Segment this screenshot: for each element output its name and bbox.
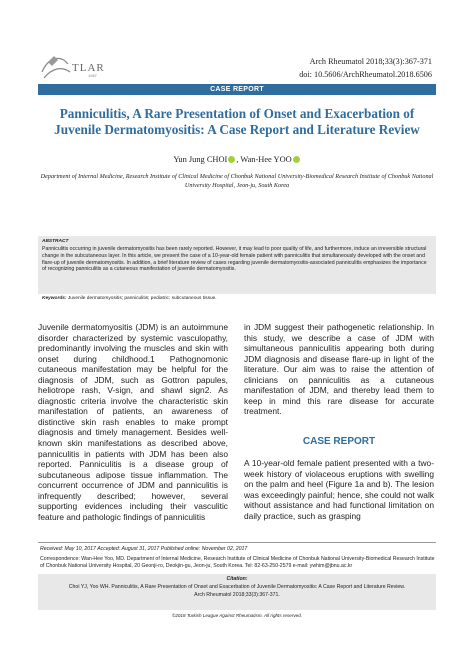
author-1: Yun Jung CHOI	[173, 155, 228, 164]
citation-line-2: Arch Rheumatol 2018;33(3):367-371.	[194, 591, 280, 598]
keywords-label: Keywords:	[42, 296, 67, 301]
citation-heading: Citation:	[226, 576, 248, 582]
affiliation: Department of Internal Medicine, Research Institute of Clinical Medicine of Chonbuk National University-Biomedical Research Institute of Chonbuk National University Hospital, Jeon-ju, South Korea	[40, 173, 434, 189]
citation-box	[38, 574, 436, 610]
orcid-icon[interactable]	[228, 156, 235, 163]
citation-text	[44, 584, 430, 599]
author-separator: ,	[236, 155, 241, 164]
abstract-box	[38, 236, 436, 294]
author-line	[40, 155, 434, 164]
footer-divider	[38, 542, 436, 543]
doi-link[interactable]: doi: 10.5606/ArchRheumatol.2018.6506	[299, 70, 432, 79]
journal-reference: Arch Rheumatol 2018;33(3):367-371	[309, 57, 432, 66]
body-column-right-top	[244, 322, 434, 417]
abstract-text: Panniculitis occurring in juvenile dermatomyositis has been rarely reported. However, it may lead to poor quality of life, and furthermore, induce an irreversible structural change in the subcutaneous layer. In this article, we present the case of a 10-year-old female patient with panniculitis that simultaneously developed with the onset and flare-up of juvenile dermatomyositis. In addition, a brief literature review of cases regarding juvenile dermatomyositis-associated panniculitis emphasizes the importance of recognizing panniculitis as a cutaneous manifestation of juvenile dermatomyositis.	[42, 246, 427, 273]
author-2: Wan-Hee YOO	[240, 155, 292, 164]
section-heading-case-report: CASE REPORT	[302, 436, 376, 447]
citation-line-1: Choi YJ, Yoo WH. Panniculitis, A Rare Presentation of Onset and Exacerbation of Juvenile Dermatomyositis: A Case Report and Literature Review.	[68, 584, 406, 590]
keywords-text: Juvenile dermatomyositis; panniculitis; pediatric; subcutaneous tissue.	[66, 296, 217, 301]
correspondence: Correspondence: Wan-Hee Yoo, MD. Department of Internal Medicine, Research Institute of Clinical Medicine of Chonbuk National University-Biomedical Research Institute of Chonbuk National University Hospital, 20 Geonji-ro, Deokjin-gu, Jeon-ju, South Korea. Tel: 82-63-250-2579 e-mail: ywhim@jbnu.ac.kr	[40, 556, 435, 569]
keywords	[42, 296, 217, 301]
intro-paragraph-continued: in JDM suggest their pathogenetic relationship. In this study, we describe a case of JDM with simultaneous panniculitis appearing both during JDM diagnosis and disease flare-up in light of the literature. Our aim was to raise the attention of clinicians on panniculitis as a cutaneous manifestation of JDM, and thereby lead them to keep in mind this rare disease for accurate treatment.	[244, 322, 434, 417]
intro-paragraph: Juvenile dermatomyositis (JDM) is an autoimmune disorder characterized by systemic vasculopathy, predominantly involving the muscles and skin with onset during childhood.1 Pathognomonic cutaneous manifestation may be helpful for the diagnosis of JDM, such as Gottron papules, heliotrope rash, V-sign, and shawl sign2. As diagnostic criteria involve the characteristic skin manifestation of patients, an awareness of distinctive skin rash enables to make prompt diagnosis and timely management. Besides well-known skin manifestations as described above, panniculitis in patients with JDM has been also reported. Panniculitis is a disease group of subcutaneous adipose tissue inflammation. The concurrent occurrence of JDM and panniculitis is infrequently described; however, several supporting evidences including their vasculitic feature and pathologic findings of panniculitis	[38, 322, 228, 522]
banner-label: CASE REPORT	[210, 86, 264, 93]
copyright: ©2018 Turkish League Against Rheumatism. All rights reserved.	[171, 613, 303, 618]
case-report-paragraph: A 10-year-old female patient presented with a two-week history of violaceous eruptions with swelling on the palm and heel (Figure 1a and b). The lesion was exceedingly painful; hence, she could not walk without assistance and had functional limitation on daily practice, such as grasping	[244, 458, 434, 521]
article-title: Panniculitis, A Rare Presentation of Onset and Exacerbation of Juvenile Dermatomyositis: A Case Report and Literature Review	[54, 106, 420, 137]
body-column-left	[38, 322, 228, 522]
logo-sub: 1987	[88, 73, 97, 78]
logo-text: TLAR	[72, 62, 105, 74]
case-report-banner	[38, 84, 436, 95]
orcid-icon[interactable]	[293, 156, 300, 163]
received-dates: Received: May 10, 2017 Accepted: August 31, 2017 Published online: November 02, 2017	[40, 546, 248, 552]
abstract-heading: ABSTRACT	[42, 239, 69, 244]
